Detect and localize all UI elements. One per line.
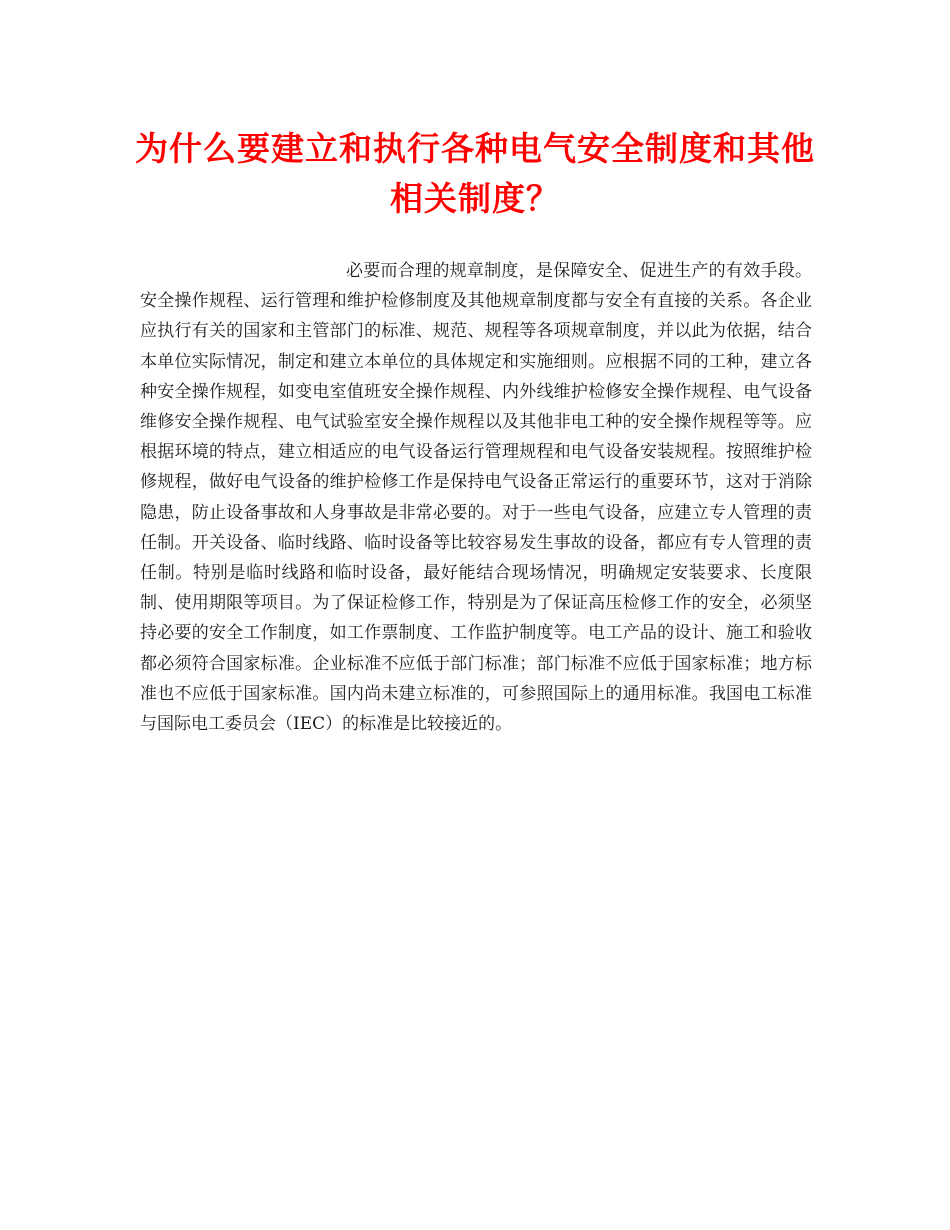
document-body-paragraph: 必要而合理的规章制度，是保障安全、促进生产的有效手段。安全操作规程、运行管理和维护检修制度及其他规章制度都与安全有直接的关系。各企业应执行有关的国家和主管部门的标准、规范、规程等各项规章制度，并以此为依据，结合本单位实际情况，制定和建立本单位的具体规定和实施细则。应根据不同的工种，建立各种安全操作规程，如变电室值班安全操作规程、内外线维护检修安全操作规程、电气设备维修安全操作规程、电气试验室安全操作规程以及其他非电工种的安全操作规程等等。应根据环境的特点，建立相适应的电气设备运行管理规程和电气设备安装规程。按照维护检修规程，做好电气设备的维护检修工作是保持电气设备正常运行的重要环节，这对于消除隐患，防止设备事故和人身事故是非常必要的。对于一些电气设备，应建立专人管理的责任制。开关设备、临时线路、临时设备等比较容易发生事故的设备，都应有专人管理的责任制。特别是临时线路和临时设备，最好能结合现场情况，明确规定安装要求、长度限制、使用期限等项目。为了保证检修工作，特别是为了保证高压检修工作的安全，必须坚持必要的安全工作制度，如工作票制度、工作监护制度等。电工产品的设计、施工和验收都必须符合国家标准。企业标准不应低于部门标准；部门标准不应低于国家标准；地方标准也不应低于国家标准。国内尚未建立标准的，可参照国际上的通用标准。我国电工标准与国际电工委员会（IEC）的标准是比较接近的。 (140, 261, 812, 735)
document-title: 为什么要建立和执行各种电气安全制度和其他相关制度？ (135, 129, 815, 218)
